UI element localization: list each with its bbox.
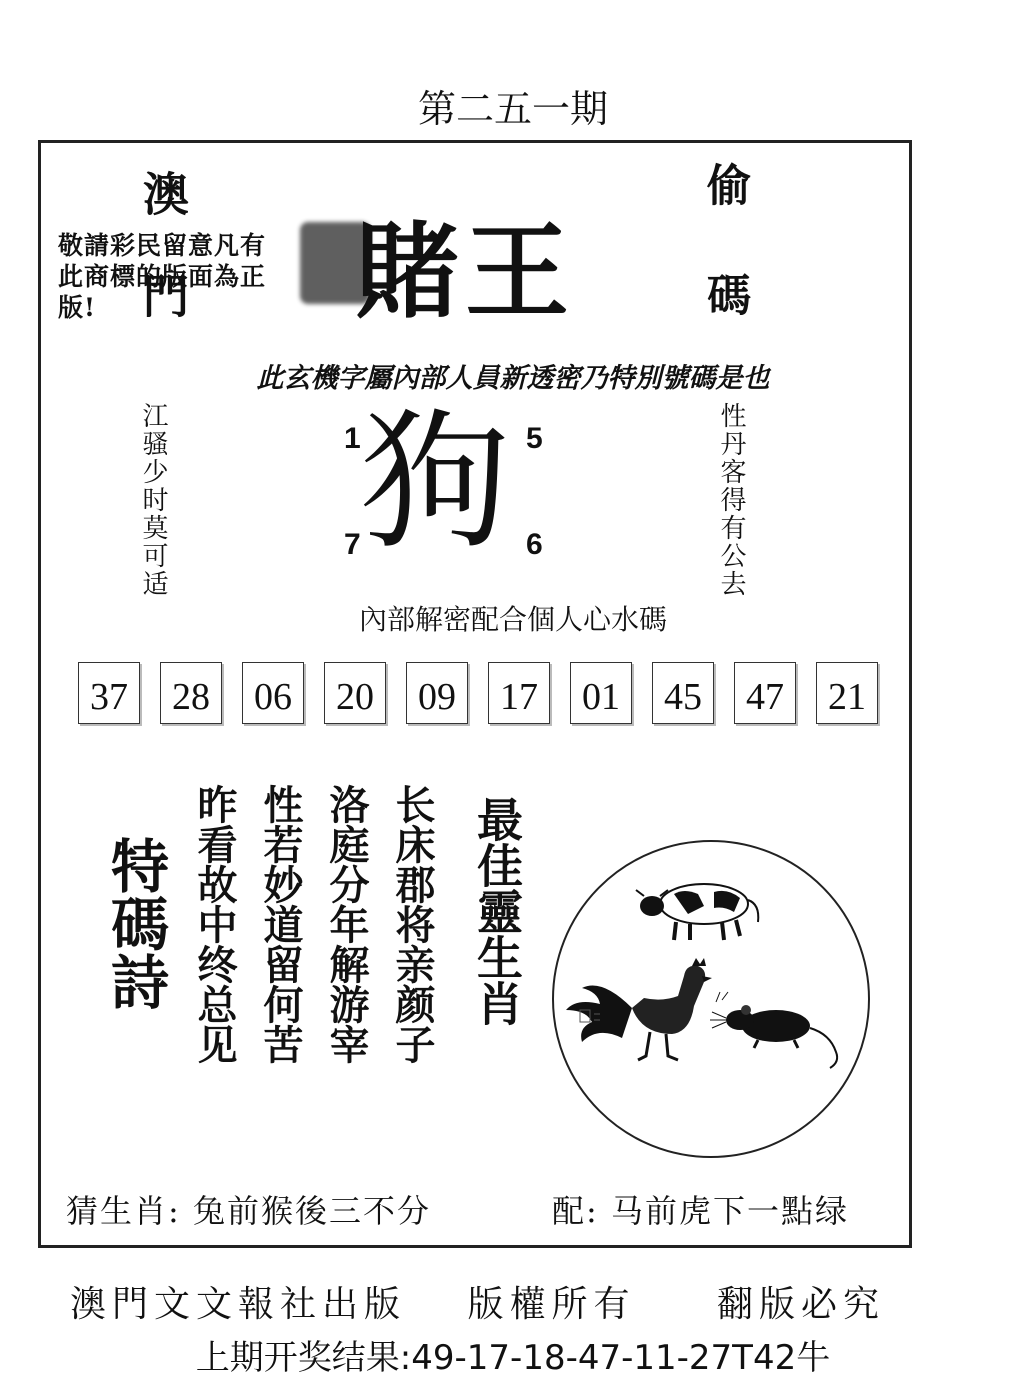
number-box: 45 <box>652 662 714 724</box>
slogan: 此玄機字屬內部人員新透密乃特別號碼是也 <box>256 363 770 394</box>
number-box: 20 <box>324 662 386 724</box>
guess-label: 猜生肖: <box>66 1192 181 1230</box>
number-box: 01 <box>570 662 632 724</box>
number-row <box>78 662 878 724</box>
number-box: 28 <box>160 662 222 724</box>
best-zodiac-label: 最佳靈生肖 <box>470 796 524 1026</box>
number-box: 37 <box>78 662 140 724</box>
last-result-value: 49-17-18-47-11-27T42牛 <box>411 1338 831 1378</box>
corner-number-top-left: 1 <box>344 422 361 455</box>
publisher-footer <box>70 1276 885 1327</box>
side-poem-left: 江骚少时莫可适 <box>138 402 168 598</box>
featured-zodiac: 狗 <box>360 396 511 570</box>
poem-column-1: 昨看故中终总见 <box>191 784 237 1064</box>
corner-number-top-right: 5 <box>526 422 543 455</box>
authenticity-notice: 敬請彩民留意凡有此商標的版面為正版! <box>58 231 267 322</box>
corner-number-bottom-right: 6 <box>526 528 543 561</box>
ox-icon <box>636 884 758 940</box>
subtitle: 內部解密配合個人心水碼 <box>358 603 667 636</box>
number-box: 09 <box>406 662 468 724</box>
match-hint <box>552 1186 849 1232</box>
copy-warning: 翻版必究 <box>716 1284 885 1325</box>
number-box: 06 <box>242 662 304 724</box>
poem-column-4: 长床郡将亲颜子 <box>389 784 435 1064</box>
main-title: 賭王 <box>355 211 576 333</box>
rights: 版權所有 <box>467 1284 636 1325</box>
poem-column-3: 洛庭分年解游宰 <box>323 784 369 1064</box>
number-box: 47 <box>734 662 796 724</box>
title-left-vertical: 澳門 <box>136 170 190 374</box>
last-draw-result <box>0 1330 1026 1379</box>
poem-column-2: 性若妙道留何苦 <box>257 784 303 1064</box>
number-box: 17 <box>488 662 550 724</box>
guess-zodiac <box>66 1186 431 1232</box>
rat-icon <box>710 992 837 1068</box>
rooster-icon <box>566 958 712 1060</box>
publisher: 澳門文文報社出版 <box>70 1284 407 1325</box>
zodiac-illustration <box>552 840 870 1158</box>
match-label: 配: <box>552 1192 599 1230</box>
last-result-label: 上期开奖结果: <box>195 1338 412 1378</box>
title-right-vertical: 偷碼 <box>699 162 750 382</box>
guess-text: 兔前猴後三不分 <box>192 1192 431 1230</box>
match-text: 马前虎下一點绿 <box>610 1192 849 1230</box>
special-poem-title: 特碼詩 <box>101 836 169 1010</box>
issue-number: 第二五一期 <box>417 87 608 131</box>
corner-number-bottom-left: 7 <box>344 528 361 561</box>
number-box: 21 <box>816 662 878 724</box>
side-poem-right: 性丹客得有公去 <box>716 402 746 598</box>
